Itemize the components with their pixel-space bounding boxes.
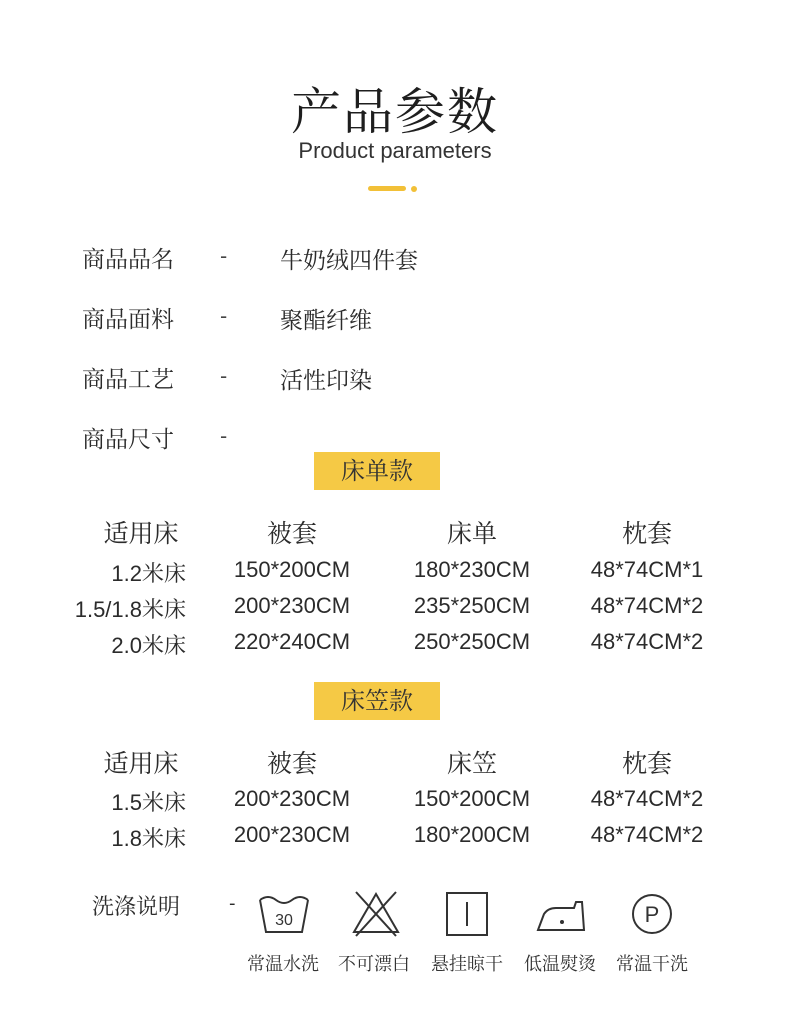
table-header: 床单 <box>446 519 497 548</box>
table-cell: 1.5米床 <box>111 790 186 815</box>
table-cell: 1.5/1.8米床 <box>74 597 186 622</box>
table-header: 被套 <box>266 749 317 778</box>
no-bleach-icon <box>346 888 406 940</box>
page-title: 产品参数 <box>291 83 499 141</box>
badge-flat-sheet: 床单款 <box>314 452 440 490</box>
wash-caption: 常温水洗 <box>247 954 319 975</box>
table-cell: 1.8米床 <box>111 826 186 851</box>
title-underline-bar <box>368 186 406 191</box>
wash-30-icon <box>254 888 314 940</box>
table-cell: 220*240CM <box>233 629 351 654</box>
hang-dry-icon <box>437 888 497 940</box>
table-cell: 2.0米床 <box>111 633 186 658</box>
badge-fitted-sheet: 床笠款 <box>314 682 440 720</box>
table-cell: 48*74CM*2 <box>590 593 704 618</box>
attr-name-dash: - <box>220 244 228 268</box>
table-cell: 48*74CM*2 <box>590 629 704 654</box>
dry-clean-p-text: P <box>644 902 660 927</box>
attr-craft-label: 商品工艺 <box>82 367 174 393</box>
no-bleach-caption: 不可漂白 <box>338 954 410 975</box>
table-cell: 48*74CM*2 <box>590 822 704 847</box>
attr-fabric-value: 聚酯纤维 <box>280 308 372 334</box>
attr-name-label: 商品品名 <box>82 247 174 273</box>
wash-temp-text: 30 <box>275 912 293 929</box>
table-cell: 200*230CM <box>233 786 351 811</box>
attr-size-label: 商品尺寸 <box>82 427 174 453</box>
table-header: 被套 <box>266 519 317 548</box>
attr-craft-dash: - <box>220 364 228 388</box>
page-subtitle: Product parameters <box>298 138 492 163</box>
washing-dash: - <box>229 893 236 914</box>
table-header: 适用床 <box>103 749 179 778</box>
table-cell: 200*230CM <box>233 822 351 847</box>
attr-size-dash: - <box>220 424 228 448</box>
table-cell: 235*250CM <box>413 593 531 618</box>
table-header: 枕套 <box>621 519 672 548</box>
table-cell: 48*74CM*2 <box>590 786 704 811</box>
attr-fabric-label: 商品面料 <box>82 307 174 333</box>
attr-craft-value: 活性印染 <box>280 368 372 394</box>
table-header: 适用床 <box>103 519 179 548</box>
table-cell: 150*200CM <box>233 557 351 582</box>
table-cell: 1.2米床 <box>111 561 186 586</box>
table-header: 床笠 <box>446 749 497 778</box>
table-cell: 180*230CM <box>413 557 531 582</box>
table-cell: 48*74CM*1 <box>590 557 704 582</box>
table-cell: 250*250CM <box>413 629 531 654</box>
table-cell: 200*230CM <box>233 593 351 618</box>
table-header: 枕套 <box>621 749 672 778</box>
dry-clean-caption: 常温干洗 <box>616 954 688 975</box>
title-underline-dot <box>411 186 417 192</box>
table-cell: 150*200CM <box>413 786 531 811</box>
low-iron-icon <box>530 888 590 940</box>
table-cell: 180*200CM <box>413 822 531 847</box>
washing-label: 洗涤说明 <box>92 895 181 920</box>
attr-fabric-dash: - <box>220 304 228 328</box>
attr-name-value: 牛奶绒四件套 <box>280 248 418 274</box>
hang-dry-caption: 悬挂晾干 <box>431 954 503 975</box>
low-iron-caption: 低温熨烫 <box>524 954 596 975</box>
dry-clean-p-icon <box>622 888 682 940</box>
